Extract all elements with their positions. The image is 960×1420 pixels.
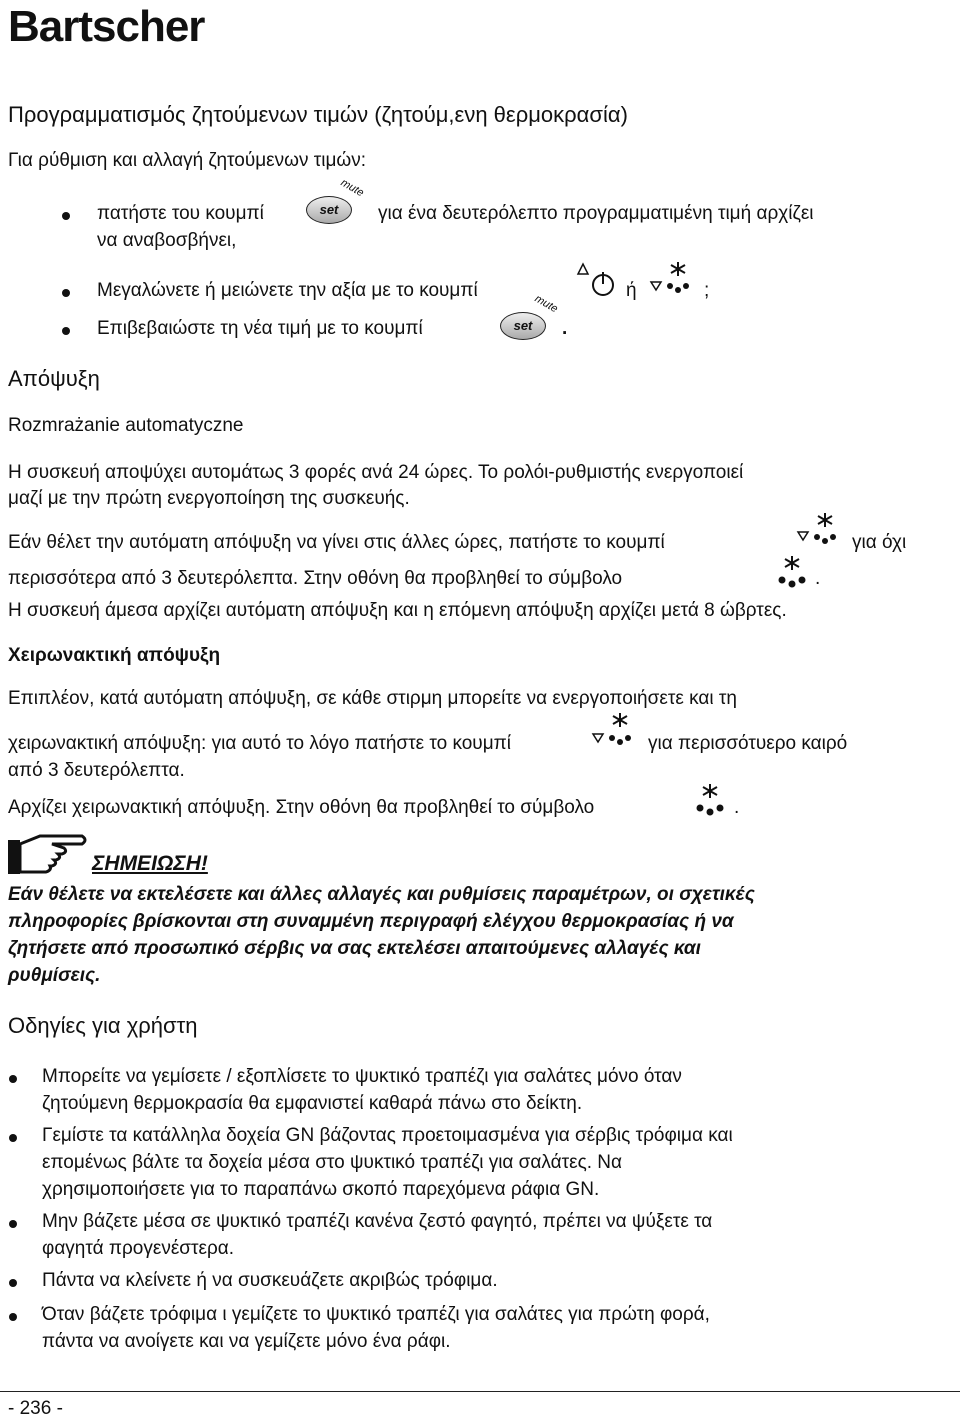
defrost-p2-a: Εάν θέλετ την αυτόματη απόψυξη να γίνει στις άλλες ώρες, πατήστε το κουμπί bbox=[8, 532, 665, 553]
defrost-p1-a: Η συσκευή αποψύχει αυτομάτως 3 φορές ανά 24 ώρες. Το ρολόι-ρυθμιστής ενεργοποιεί bbox=[8, 462, 744, 483]
bullet-dot bbox=[62, 289, 70, 297]
pointing-hand-icon bbox=[6, 826, 88, 876]
note-line-1: Εάν θέλετε να εκτελέσετε και άλλες αλλαγές και ρυθμίσεις παραμέτρων, οι σχετικές bbox=[8, 884, 755, 905]
manual-p2-c: από 3 δευτερόλεπτα. bbox=[8, 760, 185, 781]
setpoint-step3-a: Επιβεβαιώστε τη νέα τιμή με το κουμπί bbox=[97, 318, 423, 339]
setpoint-step1-c: να αναβοσβήνει, bbox=[97, 230, 237, 251]
down-snowflake-icon bbox=[795, 510, 845, 554]
manual-p3-a: Αρχίζει χειρωνακτική απόψυξη. Στην οθόνη θα προβληθεί το σύμβολο bbox=[8, 797, 595, 818]
defrost-subtitle: Rozmrażanie automatyczne bbox=[8, 415, 244, 436]
defrost-p2-b: για όχι bbox=[852, 532, 907, 553]
guide-item-3-a: Μην βάζετε μέσα σε ψυκτικό τραπέζι κανένα ζεστό φαγητό, πρέπει να ψύξετε τα bbox=[42, 1211, 713, 1232]
manual-defrost-title: Χειρωνακτική απόψυξη bbox=[8, 645, 221, 666]
bullet-dot bbox=[9, 1313, 17, 1321]
guide-item-5-a: Όταν βάζετε τρόφιμα ι γεμίζετε το ψυκτικό τραπέζι για σαλάτες για πρώτη φορά, bbox=[42, 1304, 710, 1325]
defrost-icon bbox=[770, 554, 814, 590]
note-line-4: ρυθμίσεις. bbox=[8, 965, 101, 986]
guide-item-4: Πάντα να κλείνετε ή να συσκευάζετε ακριβώς τρόφιμα. bbox=[42, 1270, 498, 1291]
up-power-icon bbox=[575, 258, 625, 300]
guide-item-2-c: χρησιμοποιήσετε για το παραπάνω σκοπό παρεχόμενα ράφια GN. bbox=[42, 1179, 600, 1200]
footer-divider bbox=[0, 1391, 960, 1392]
guide-item-2-b: επομένως βάλτε τα δοχεία μέσα στο ψυκτικό τραπέζι για σαλάτες. Να bbox=[42, 1152, 622, 1173]
defrost-p1-b: μαζί με την πρώτη ενεργοποίηση της συσκευής. bbox=[8, 488, 410, 509]
page-number: - 236 - bbox=[8, 1398, 63, 1419]
guide-item-2-a: Γεμίστε τα κατάλληλα δοχεία GN βάζοντας προετοιμασμένα για σέρβις τρόφιμα και bbox=[42, 1125, 733, 1146]
setpoint-step2-b: ή bbox=[626, 280, 637, 301]
down-snowflake-icon bbox=[590, 710, 640, 754]
bullet-dot bbox=[9, 1220, 17, 1228]
defrost-p2-c: περισσότερα από 3 δευτερόλεπτα. Στην οθόνη θα προβληθεί το σύμβολο bbox=[8, 568, 623, 589]
guide-item-5-b: πάντα να ανοίγετε και να γεμίζετε μόνο ένα ράφι. bbox=[42, 1331, 451, 1352]
defrost-p3: Η συσκευή άμεσα αρχίζει αυτόματη απόψυξη και η επόμενη απόψυξη αρχίζει μετά 8 ώβρτες. bbox=[8, 600, 787, 621]
setpoint-intro: Για ρύθμιση και αλλαγή ζητούμενων τιμών: bbox=[8, 150, 367, 171]
setpoint-step1-b: για ένα δευτερόλεπτο προγραμματιμένη τιμή αρχίζει bbox=[378, 203, 814, 224]
bullet-dot bbox=[62, 212, 70, 220]
defrost-icon bbox=[688, 782, 732, 818]
down-snowflake-icon bbox=[648, 258, 698, 300]
set-button-icon: set mute bbox=[306, 196, 352, 224]
manual-p1: Επιπλέον, κατά αυτόματη απόψυξη, σε κάθε στιρμη μπορείτε να ενεργοποιήσετε και τη bbox=[8, 688, 737, 709]
setpoint-step1-a: πατήστε του κουμπί bbox=[97, 203, 264, 224]
bullet-dot bbox=[9, 1134, 17, 1142]
user-guide-title: Οδηγίες για χρήστη bbox=[8, 1013, 198, 1038]
bullet-dot bbox=[9, 1279, 17, 1287]
bullet-dot bbox=[62, 327, 70, 335]
defrost-p2-d: . bbox=[815, 568, 821, 589]
section-title-setpoint: Προγραμματισμός ζητούμενων τιμών (ζητούμ,ενη θερμοκρασία) bbox=[8, 102, 628, 127]
manual-p2-a: χειρωνακτική απόψυξη: για αυτό το λόγο πατήστε το κουμπί bbox=[8, 733, 511, 754]
guide-item-1-a: Μπορείτε να γεμίσετε / εξοπλίσετε το ψυκτικό τραπέζι για σαλάτες μόνο όταν bbox=[42, 1066, 682, 1087]
setpoint-step2-c: ; bbox=[704, 280, 710, 301]
bullet-dot bbox=[9, 1075, 17, 1083]
manual-p2-b: για περισσότυερο καιρό bbox=[648, 733, 848, 754]
note-line-2: πληροφορίες βρίσκονται στη συναμμένη περιγραφή ελέγχου θερμοκρασίας ή να bbox=[8, 911, 734, 932]
setpoint-step2-a: Μεγαλώνετε ή μειώνετε την αξία με το κουμπί bbox=[97, 280, 478, 301]
setpoint-step3-b: . bbox=[562, 318, 568, 339]
note-line-3: ζητήσετε από προσωπικό σέρβις να σας εκτελέσει απαιτούμενες αλλαγές και bbox=[8, 938, 701, 959]
guide-item-1-b: ζητούμενη θερμοκρασία θα εμφανιστεί καθαρά πάνω στο δείκτη. bbox=[42, 1093, 583, 1114]
manual-p3-b: . bbox=[734, 797, 740, 818]
set-button-icon: set mute bbox=[500, 312, 546, 340]
defrost-title: Απόψυξη bbox=[8, 366, 100, 391]
bartscher-logo: Bartscher bbox=[8, 2, 205, 51]
note-heading: ΣΗΜΕΙΩΣΗ! bbox=[92, 852, 208, 875]
guide-item-3-b: φαγητά προγενέστερα. bbox=[42, 1238, 235, 1259]
